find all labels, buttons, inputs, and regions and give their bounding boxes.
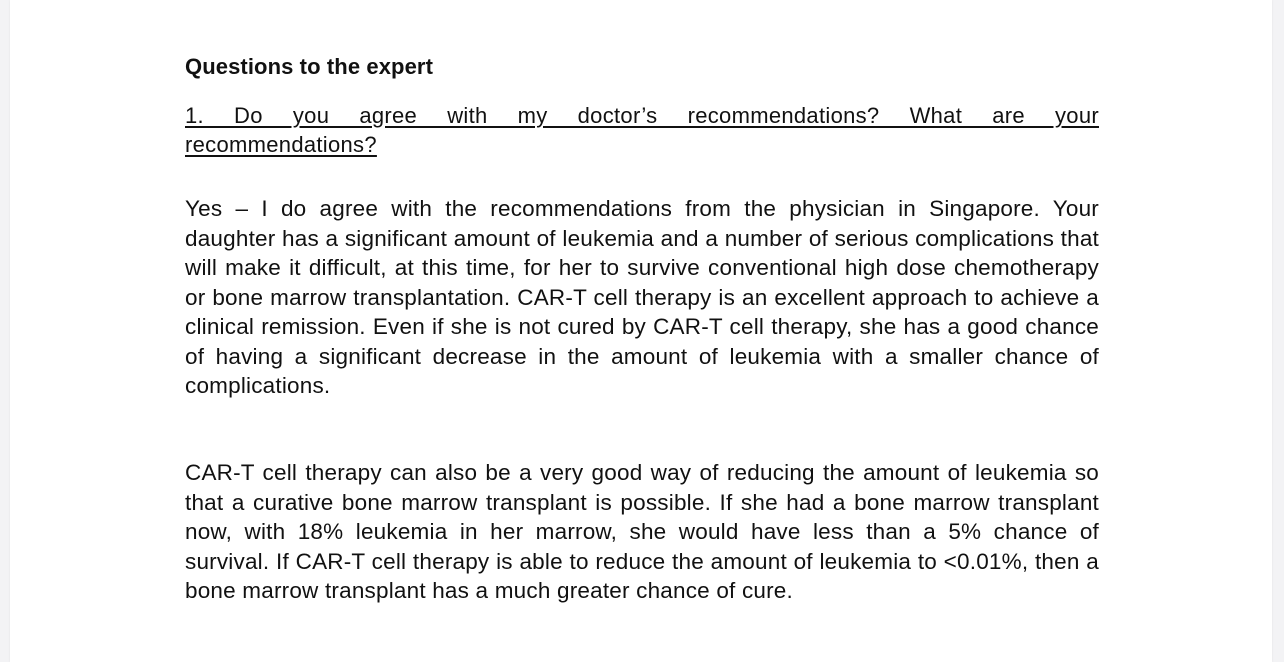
document-page bbox=[10, 0, 1272, 662]
answer-paragraph-1: Yes – I do agree with the recommendations from the physician in Singapore. Your daughter has a significant amount of leukemia and a number of serious complications that will make it difficult, at this time, for her to survive conventional high dose chemotherapy or bone marrow transplantation. CAR-T cell therapy is an excellent approach to achieve a clinical remission. Even if she is not cured by CAR-T cell therapy, she has a good chance of having a significant decrease in the amount of leukemia with a smaller chance of complications. bbox=[185, 196, 1099, 398]
section-heading: Questions to the expert bbox=[185, 54, 434, 79]
question-text: 1. Do you agree with my doctor’s recommendations? What are your recommendations? bbox=[185, 103, 1099, 157]
answer-paragraph-2: CAR-T cell therapy can also be a very good way of reducing the amount of leukemia so that a curative bone marrow transplant is possible. If she had a bone marrow transplant now, with 18% leukemia in her marrow, she would have less than a 5% chance of survival. If CAR-T cell therapy is able to reduce the amount of leukemia to <0.01%, then a bone marrow transplant has a much greater chance of cure. bbox=[185, 460, 1099, 603]
